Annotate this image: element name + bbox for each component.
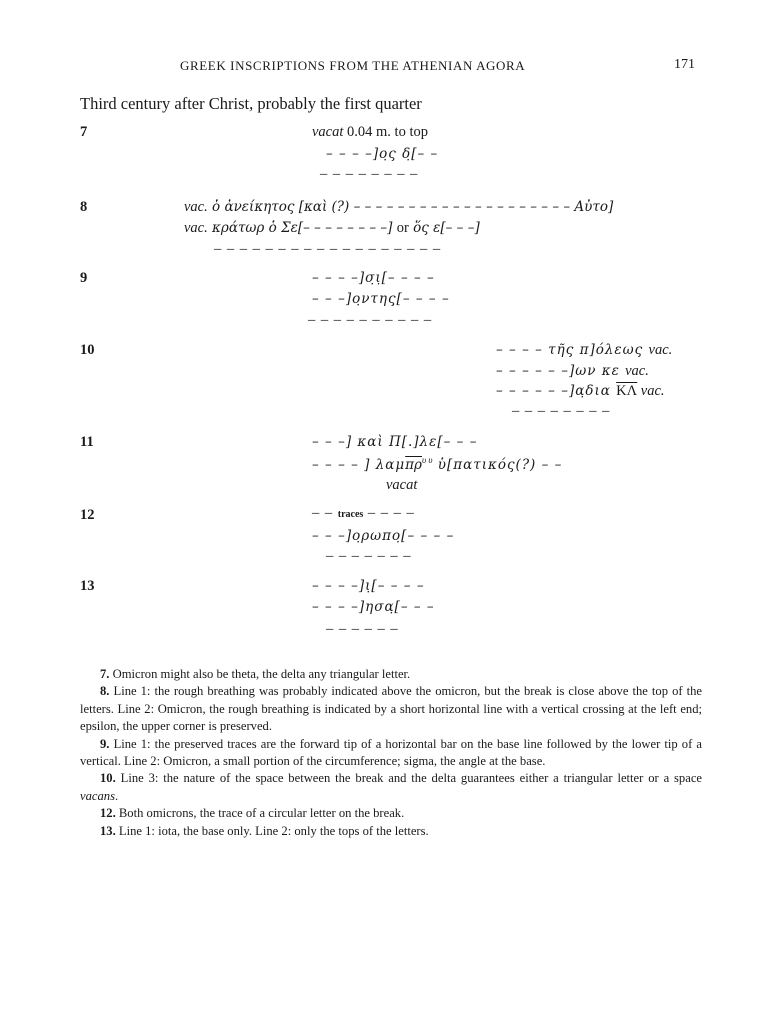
inscription-line [496,342,672,359]
vacat-mark: vac. [637,383,665,399]
or-word: or [396,220,409,236]
note-end: . [114,788,119,803]
note-9 [80,736,702,771]
vacat-mark: vac. [625,363,649,379]
note-text: Omicron might also be theta, the delta any triangular letter. [109,667,411,681]
greek-text: ὅς ε[– – –] [408,220,480,236]
inscription-line [184,199,613,216]
superscript-marks: υ υ [421,455,433,465]
break-line: – – – – – – – – – – – – – – – – – – [214,241,442,257]
vacat-mark: vac. [184,199,208,215]
note-text: Line 1: iota, the base only. Line 2: only the tops of the letters. [115,823,429,838]
break-line: – – – – – – – – – – [308,312,433,328]
inscription-line: – – – –]ο̣ς δ̣[– – [326,146,439,162]
inscription-line: – – –]ο̣ρωπο̣[– – – – [312,528,455,544]
greek-text: – – – – – –]ων κε [496,363,626,379]
fragment-number: 11 [80,434,94,450]
vacat-mark: vac. [184,220,208,236]
inscription-line: – – – –]ι̣[– – – – [312,578,425,594]
inscription-line: – – –]ο̣ντης̣[– – – – [312,291,450,307]
dash-run: – – [312,505,338,521]
note-italic-term: vacans [80,788,115,803]
note-text: Both omicrons, the trace of a circular letter on the break. [115,806,405,821]
inscription-line: – – – –]σ̣ι̣[– – – – [312,270,435,286]
commentary-notes [80,666,702,840]
fragment-number: 10 [80,342,95,358]
fragment-number: 9 [80,270,88,286]
note-8 [80,683,702,735]
greek-text: – – – – – –]α̣δια [496,383,617,399]
header-title: GREEK INSCRIPTIONS FROM THE ATHENIAN AGORA [180,58,526,73]
note-text: Line 3: the nature of the space between the break and the delta guarantees either a triangular letter or a space [115,771,702,786]
break-line: – – – – – – – – [320,166,419,182]
vacat-mark: vac. [648,342,673,358]
vacat-mark: vacat [312,124,344,140]
inscription-line [184,220,480,237]
note-number: 12. [100,806,116,821]
note-number: 10. [100,771,116,786]
date-line: Third century after Christ, probably the first quarter [80,94,422,113]
note-10 [80,770,702,805]
inscription-line: – – –] καὶ Π[.]λε[– – – [312,434,478,450]
note-13 [80,823,702,840]
inscription-line [496,383,665,400]
note-number: 7. [100,667,110,681]
greek-text: ὑ[πατικός(?) – – [432,457,563,473]
note-text: Line 1: the rough breathing was probably indicated above the omicron, but the break is close above the top of the letters. Line 2: Omicron, the rough breathing is indicated by a short horizontal line with a vertical crossing at the left end; epsilon, the upper corner is preserved. [80,684,702,734]
break-line: – – – – – – – – [512,403,611,419]
fragment-number: 13 [80,578,95,594]
note-number: 13. [100,823,116,838]
inscription-line [496,363,649,380]
note-number: 8. [100,684,110,699]
fragment-number: 12 [80,507,95,523]
break-line: – – – – – – – [326,548,412,564]
measurement-text: 0.04 m. to top [343,124,428,140]
note-number: 9. [100,736,110,751]
fragment-number: 8 [80,199,88,215]
overlined-letters: $\overline{\pi\rho}$ [405,457,422,473]
greek-text: κράτωρ ὁ Σε[– – – – – – – –] [207,220,397,236]
vacat-mark: vacat [386,477,418,493]
ligature-kl: $\overline{K\Lambda}$ [616,383,638,399]
dash-run: – – – – [363,505,415,521]
greek-text: Αὐτο] [574,199,614,215]
inscription-line [312,455,562,474]
greek-text: ὁ ἀνείκητος [καὶ (?) – – – – – – – – – – – – – – – – – – – – [207,199,575,215]
note-text: Line 1: the preserved traces are the forward tip of a horizontal bar on the base line followed by the lower tip of a vertical. Line 2: Omicron, a small portion of the circumference; sigma, the angle at the base. [80,736,702,769]
greek-text: – – – – τῆς π]όλεως [496,342,649,358]
inscription-line [312,505,415,522]
inscription-line [312,124,428,141]
greek-text: – – – – ] λαμ [312,457,406,473]
break-line: – – – – – – [326,621,399,637]
note-12 [80,805,702,822]
page-number: 171 [674,57,695,72]
traces-label: traces [337,509,364,520]
note-7 [80,666,702,683]
fragment-number: 7 [80,124,88,140]
inscription-line: – – – –]ησα̣[– – – [312,599,435,615]
